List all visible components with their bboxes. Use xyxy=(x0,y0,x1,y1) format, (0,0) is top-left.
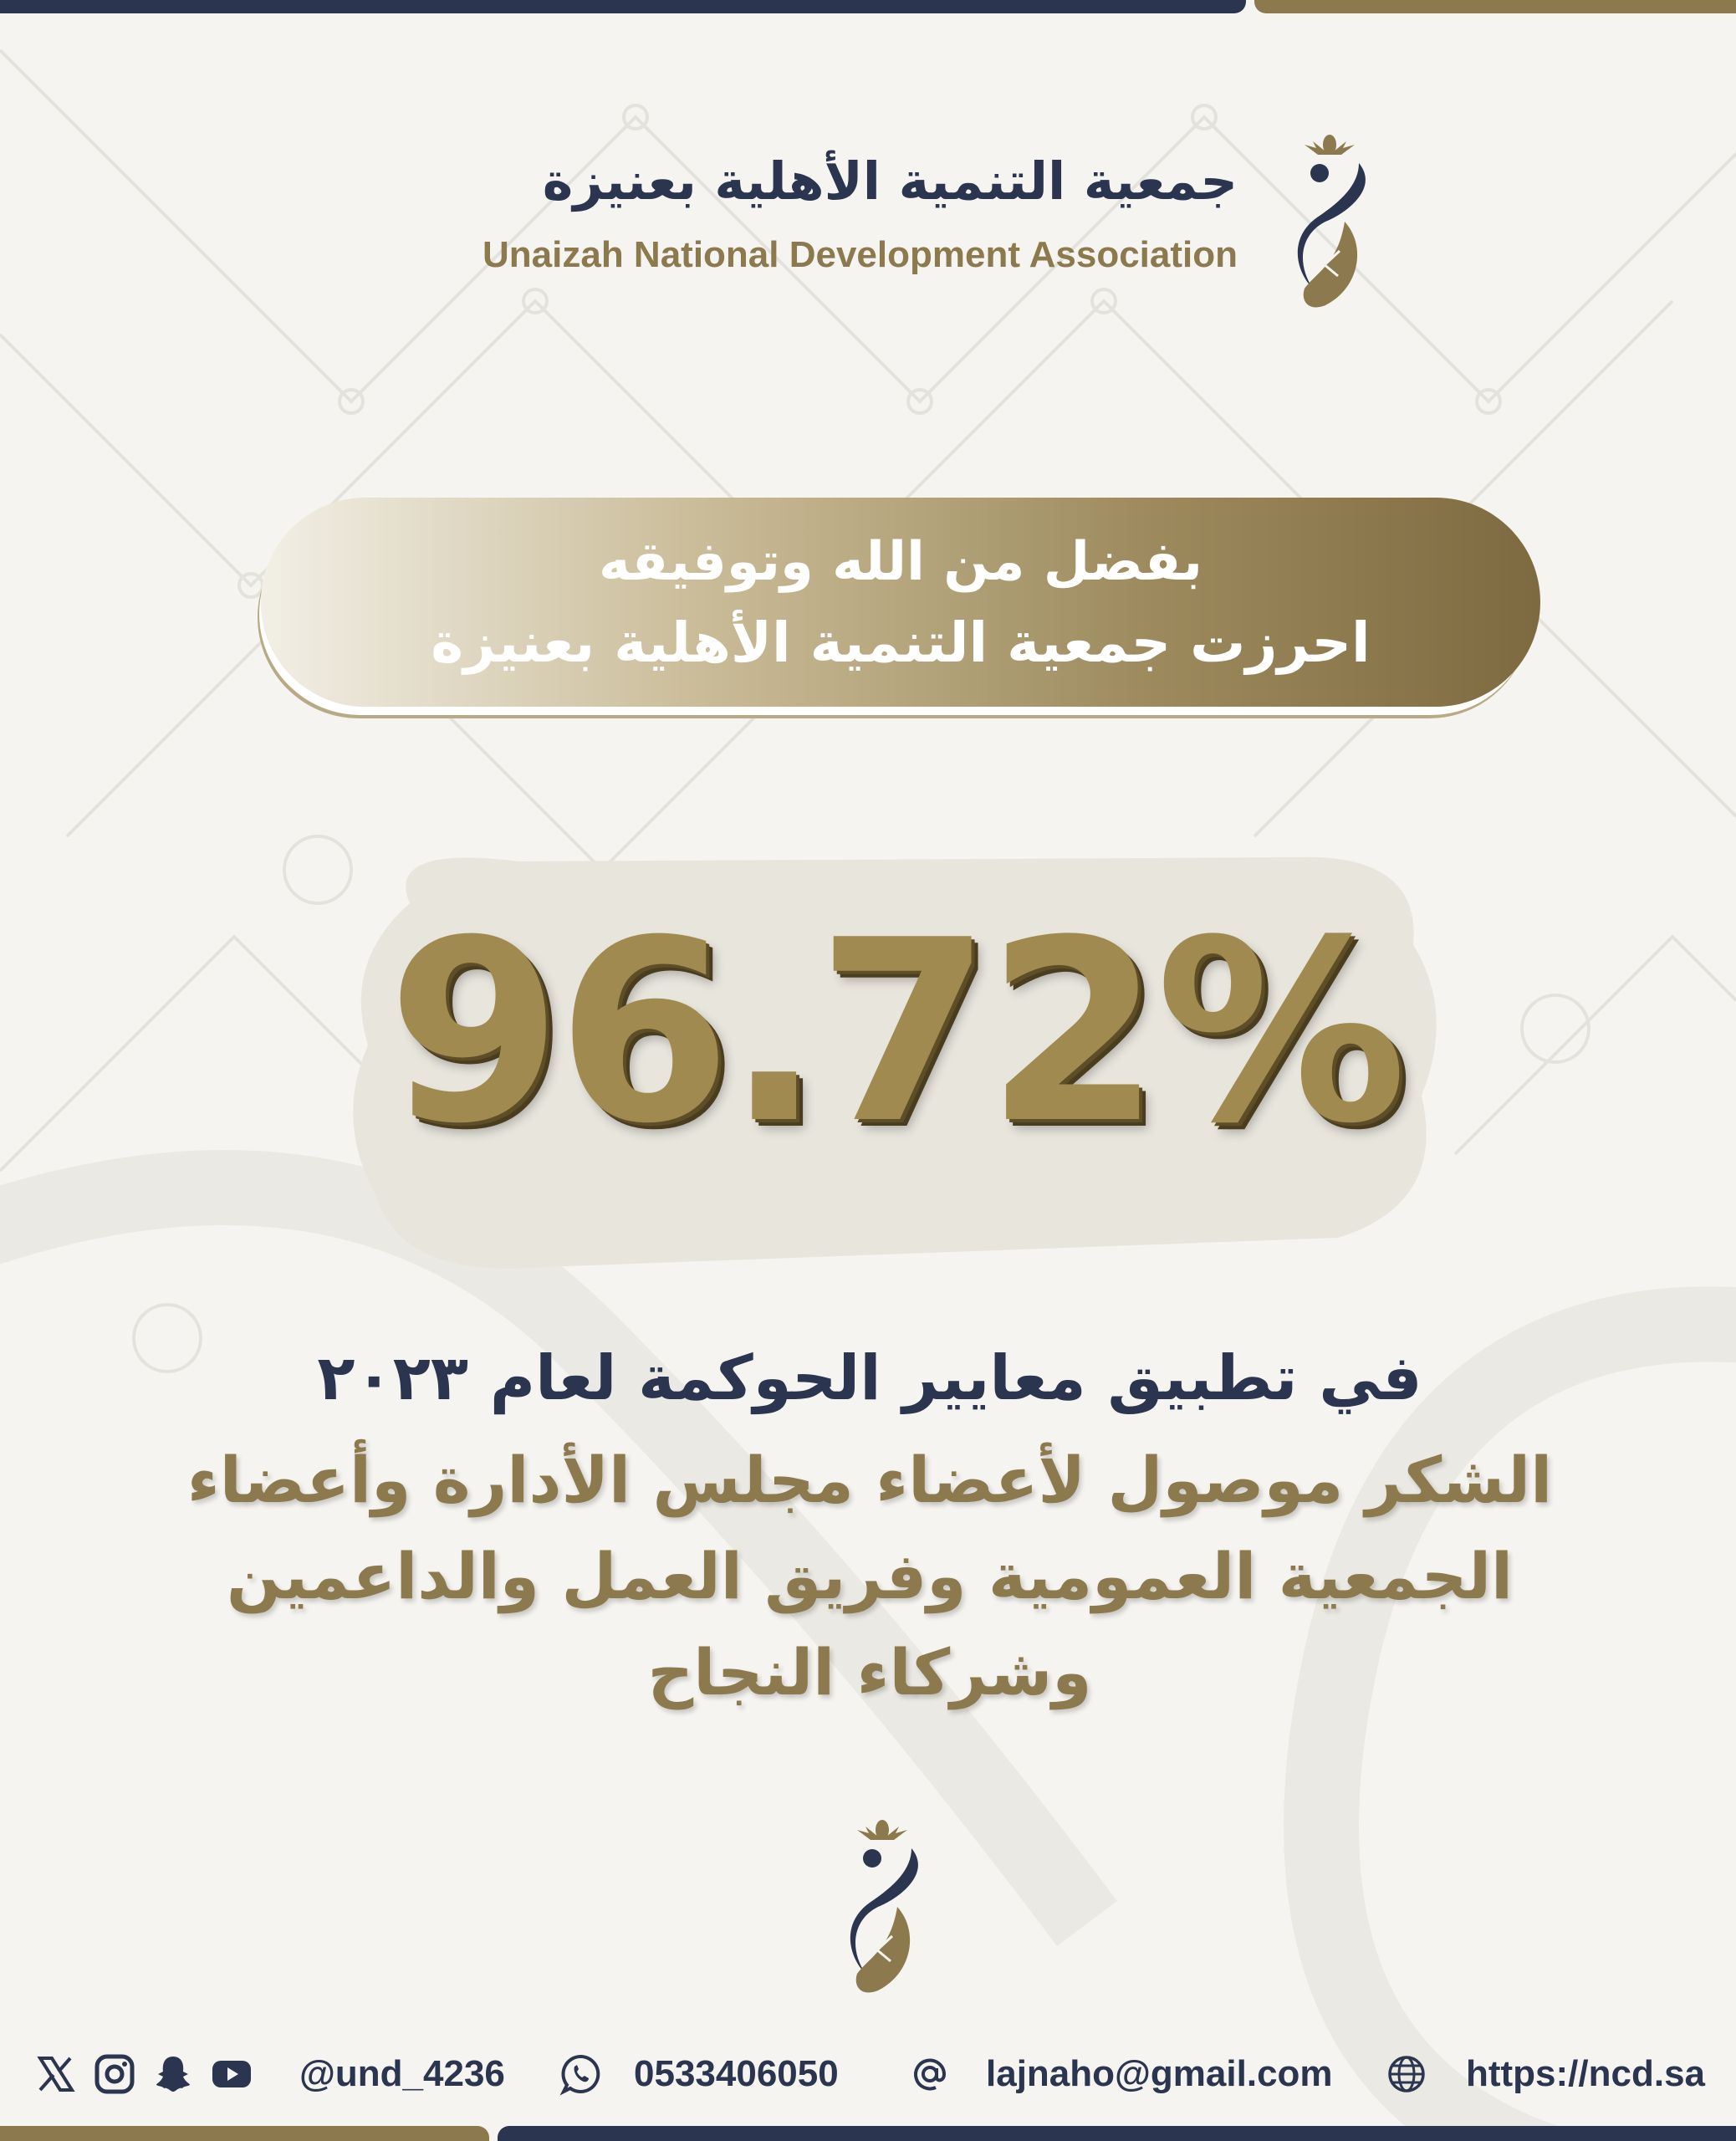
x-icon[interactable] xyxy=(33,2052,79,2097)
contact-footer xyxy=(0,2041,1736,2108)
top-accent-bar xyxy=(0,0,1736,13)
thanks-line-1: الشكر موصول لأعضاء مجلس الأدارة وأعضاء xyxy=(186,1443,1553,1517)
banner-line-1: بفضل من الله وتوفيقه xyxy=(598,531,1203,593)
association-name-english: Unaizah National Development Association xyxy=(483,234,1238,275)
snapchat-icon[interactable] xyxy=(151,2052,196,2097)
website-item[interactable] xyxy=(1384,2041,1705,2108)
globe-icon xyxy=(1384,2052,1429,2097)
bottom-bar-navy xyxy=(498,2126,1736,2141)
instagram-icon[interactable] xyxy=(92,2052,137,2097)
thanks-line-3: وشركاء النجاح xyxy=(647,1635,1092,1709)
association-name-arabic: جمعية التنمية الأهلية بعنيزة xyxy=(542,151,1238,212)
social-handle[interactable]: @und_4236 xyxy=(299,2053,505,2094)
bottom-bar-gold xyxy=(0,2126,489,2141)
at-sign-icon xyxy=(907,2052,952,2097)
phone-number[interactable]: 0533406050 xyxy=(634,2053,839,2094)
bottom-accent-bar xyxy=(0,2126,1736,2141)
website-url[interactable]: https://ncd.sa xyxy=(1466,2053,1706,2094)
email-address[interactable]: lajnaho@gmail.com xyxy=(986,2053,1333,2094)
governance-subtitle: في تطبيق معايير الحوكمة لعام ٢٠٢٣ xyxy=(317,1342,1422,1414)
achievement-banner xyxy=(261,498,1540,707)
banner-line-2: احرزت جمعية التنمية الأهلية بعنيزة xyxy=(431,611,1371,675)
social-handle-item[interactable] xyxy=(299,2041,505,2108)
whatsapp-icon xyxy=(559,2052,604,2097)
top-bar-gold xyxy=(1254,0,1736,13)
association-logo-icon xyxy=(1279,130,1388,314)
header xyxy=(418,134,1405,318)
social-links xyxy=(33,2041,254,2108)
association-logo-bottom-icon xyxy=(832,1815,941,1999)
youtube-icon[interactable] xyxy=(209,2052,254,2097)
thanks-line-2: الجمعية العمومية وفريق العمل والداعمين xyxy=(226,1539,1514,1613)
email-item[interactable] xyxy=(907,2041,1333,2108)
top-bar-navy xyxy=(0,0,1246,13)
governance-score: 96.72% xyxy=(387,887,1402,1178)
phone-item[interactable] xyxy=(559,2041,839,2108)
